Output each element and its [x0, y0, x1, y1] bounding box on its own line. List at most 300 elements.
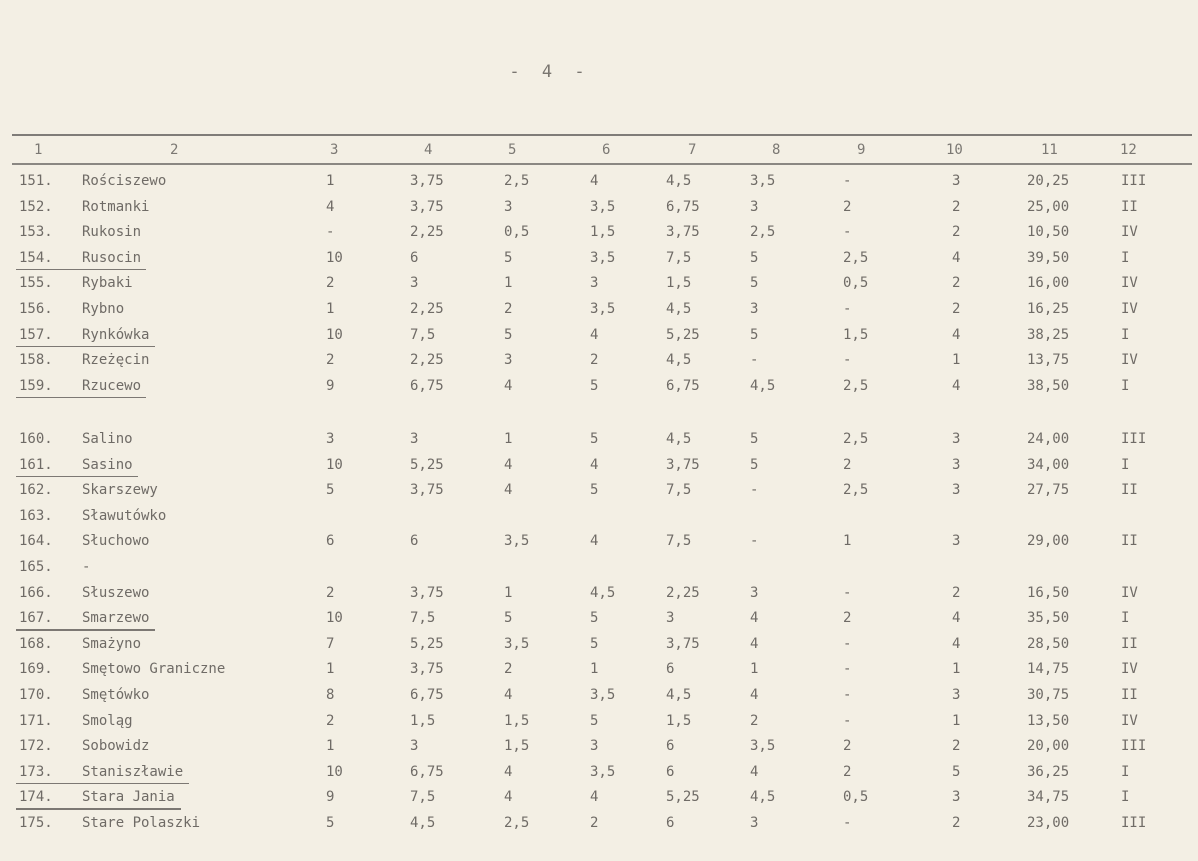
cell-col-3: 2: [326, 275, 335, 292]
cell-col-6: 2: [590, 815, 599, 831]
cell-col-11: 13,75: [1027, 352, 1070, 369]
cell-col-12: I: [1121, 249, 1130, 266]
cell-col-9: -: [843, 224, 852, 241]
cell-col-10: 1: [952, 712, 961, 729]
cell-col-12: IV: [1121, 584, 1138, 601]
cell-col-12: III: [1121, 815, 1147, 831]
cell-col-4: 3: [410, 738, 419, 755]
place-name: Smętowo Graniczne: [82, 661, 226, 678]
cell-col-3: 2: [326, 352, 335, 369]
cell-col-9: -: [843, 173, 852, 189]
cell-col-3: 1: [326, 301, 335, 317]
cell-col-5: 4: [504, 456, 513, 473]
cell-col-9: 2,5: [843, 377, 869, 394]
cell-col-7: 6: [666, 661, 675, 678]
cell-col-8: 5: [750, 456, 759, 473]
row-number: 154.: [19, 249, 53, 266]
cell-col-5: 1,5: [504, 738, 530, 755]
cell-col-3: 10: [326, 326, 343, 343]
table-row: [0, 559, 1198, 581]
cell-col-8: -: [750, 533, 759, 550]
table-row: [0, 250, 1198, 272]
cell-col-11: 34,00: [1027, 456, 1070, 473]
header-col-8: 8: [772, 142, 781, 158]
cell-col-7: 3,75: [666, 456, 700, 473]
cell-col-6: 4,5: [590, 584, 616, 601]
cell-col-4: 3,75: [410, 173, 444, 189]
cell-col-11: 34,75: [1027, 789, 1070, 806]
place-name: Słuchowo: [82, 533, 150, 550]
cell-col-4: 2,25: [410, 352, 444, 369]
cell-col-4: 3,75: [410, 198, 444, 215]
table-row: [0, 713, 1198, 735]
cell-col-7: 6,75: [666, 198, 700, 215]
table-row: [0, 508, 1198, 530]
cell-col-6: 3: [590, 738, 599, 755]
row-underline: [16, 476, 138, 478]
cell-col-12: II: [1121, 482, 1138, 499]
place-name: Skarszewy: [82, 482, 158, 499]
cell-col-6: 5: [590, 635, 599, 652]
cell-col-7: 7,5: [666, 249, 692, 266]
cell-col-5: 4: [504, 789, 513, 806]
cell-col-9: 2,5: [843, 431, 869, 447]
cell-col-10: 2: [952, 301, 961, 317]
cell-col-6: 3: [590, 275, 599, 292]
cell-col-3: 1: [326, 173, 335, 189]
cell-col-7: 3: [666, 610, 675, 627]
cell-col-7: 6: [666, 763, 675, 780]
cell-col-3: 5: [326, 482, 335, 499]
row-underline: [16, 346, 155, 348]
cell-col-10: 3: [952, 533, 961, 550]
cell-col-8: 2,5: [750, 224, 776, 241]
row-number: 160.: [19, 431, 53, 447]
cell-col-10: 4: [952, 635, 961, 652]
page-number: - 4 -: [509, 62, 591, 82]
cell-col-10: 4: [952, 377, 961, 394]
cell-col-5: 2,5: [504, 173, 530, 189]
cell-col-7: 3,75: [666, 224, 700, 241]
cell-col-9: -: [843, 301, 852, 317]
cell-col-6: 3,5: [590, 763, 616, 780]
cell-col-11: 10,50: [1027, 224, 1070, 241]
row-number: 166.: [19, 584, 53, 601]
cell-col-9: 2,5: [843, 249, 869, 266]
cell-col-6: 5: [590, 712, 599, 729]
cell-col-6: 5: [590, 482, 599, 499]
cell-col-8: 5: [750, 326, 759, 343]
cell-col-7: 2,25: [666, 584, 700, 601]
cell-col-10: 3: [952, 173, 961, 189]
cell-col-5: 2: [504, 301, 513, 317]
cell-col-3: 9: [326, 377, 335, 394]
cell-col-4: 1,5: [410, 712, 436, 729]
cell-col-12: IV: [1121, 661, 1138, 678]
cell-col-8: 4,5: [750, 789, 776, 806]
place-name: -: [82, 559, 91, 575]
cell-col-3: 10: [326, 610, 343, 627]
row-number: 158.: [19, 352, 53, 369]
cell-col-10: 4: [952, 249, 961, 266]
row-number: 173.: [19, 763, 53, 780]
cell-col-4: 2,25: [410, 224, 444, 241]
table-row: [0, 661, 1198, 683]
row-number: 156.: [19, 301, 53, 317]
place-name: Rotmanki: [82, 198, 150, 215]
cell-col-9: 2: [843, 610, 852, 627]
cell-col-6: 3,5: [590, 198, 616, 215]
cell-col-11: 39,50: [1027, 249, 1070, 266]
cell-col-12: II: [1121, 198, 1138, 215]
table-row: [0, 199, 1198, 221]
cell-col-4: 7,5: [410, 326, 436, 343]
place-name: Staniszławie: [82, 763, 184, 780]
cell-col-7: 6: [666, 815, 675, 831]
cell-col-11: 25,00: [1027, 198, 1070, 215]
header-col-4: 4: [424, 142, 433, 158]
table-row: [0, 636, 1198, 658]
cell-col-9: 0,5: [843, 275, 869, 292]
table-row: [0, 173, 1198, 195]
cell-col-9: -: [843, 687, 852, 703]
cell-col-4: 6,75: [410, 763, 444, 780]
cell-col-4: 6,75: [410, 687, 444, 703]
cell-col-11: 38,25: [1027, 326, 1070, 343]
cell-col-3: 7: [326, 635, 335, 652]
cell-col-4: 7,5: [410, 789, 436, 806]
cell-col-11: 13,50: [1027, 712, 1070, 729]
cell-col-6: 4: [590, 173, 599, 189]
cell-col-3: 10: [326, 249, 343, 266]
cell-col-3: 3: [326, 431, 335, 447]
cell-col-3: 8: [326, 687, 335, 703]
header-col-5: 5: [508, 142, 517, 158]
row-number: 168.: [19, 635, 53, 652]
row-number: 167.: [19, 610, 53, 627]
cell-col-12: IV: [1121, 301, 1138, 317]
cell-col-4: 7,5: [410, 610, 436, 627]
cell-col-5: 3,5: [504, 635, 530, 652]
cell-col-10: 5: [952, 763, 961, 780]
cell-col-10: 3: [952, 482, 961, 499]
cell-col-9: 0,5: [843, 789, 869, 806]
table-row: [0, 585, 1198, 607]
cell-col-5: 0,5: [504, 224, 530, 241]
cell-col-9: -: [843, 635, 852, 652]
table-row: [0, 533, 1198, 555]
cell-col-8: -: [750, 352, 759, 369]
row-number: 165.: [19, 559, 53, 575]
cell-col-7: 5,25: [666, 789, 700, 806]
cell-col-9: 1: [843, 533, 852, 550]
place-name: Stara Jania: [82, 789, 175, 806]
cell-col-5: 5: [504, 326, 513, 343]
cell-col-12: III: [1121, 173, 1147, 189]
cell-col-10: 3: [952, 456, 961, 473]
cell-col-11: 28,50: [1027, 635, 1070, 652]
cell-col-4: 2,25: [410, 301, 444, 317]
cell-col-12: I: [1121, 763, 1130, 780]
cell-col-10: 4: [952, 326, 961, 343]
cell-col-11: 16,50: [1027, 584, 1070, 601]
cell-col-12: IV: [1121, 352, 1138, 369]
cell-col-4: 6: [410, 249, 419, 266]
cell-col-9: 2: [843, 738, 852, 755]
cell-col-8: 4: [750, 687, 759, 703]
cell-col-8: 3,5: [750, 738, 776, 755]
cell-col-5: 2: [504, 661, 513, 678]
header-col-3: 3: [330, 142, 339, 158]
cell-col-8: 5: [750, 249, 759, 266]
cell-col-7: 3,75: [666, 635, 700, 652]
cell-col-10: 1: [952, 661, 961, 678]
cell-col-10: 2: [952, 198, 961, 215]
cell-col-4: 5,25: [410, 635, 444, 652]
cell-col-7: 4,5: [666, 352, 692, 369]
cell-col-12: I: [1121, 377, 1130, 394]
cell-col-9: -: [843, 584, 852, 601]
table-row: [0, 275, 1198, 297]
cell-col-4: 4,5: [410, 815, 436, 831]
table-row: [0, 610, 1198, 632]
cell-col-9: 2: [843, 198, 852, 215]
header-col-12: 12: [1120, 142, 1137, 158]
cell-col-4: 3,75: [410, 482, 444, 499]
place-name: Rybno: [82, 301, 125, 317]
place-name: Rościszewo: [82, 173, 167, 189]
cell-col-8: 5: [750, 275, 759, 292]
cell-col-10: 3: [952, 789, 961, 806]
table-row: [0, 431, 1198, 453]
cell-col-3: 2: [326, 712, 335, 729]
cell-col-7: 4,5: [666, 431, 692, 447]
cell-col-11: 30,75: [1027, 687, 1070, 703]
cell-col-6: 3,5: [590, 301, 616, 317]
row-number: 169.: [19, 661, 53, 678]
cell-col-12: IV: [1121, 275, 1138, 292]
row-number: 164.: [19, 533, 53, 550]
place-name: Słuszewo: [82, 584, 150, 601]
cell-col-6: 5: [590, 431, 599, 447]
place-name: Sasino: [82, 456, 133, 473]
cell-col-6: 5: [590, 610, 599, 627]
row-number: 175.: [19, 815, 53, 831]
row-number: 151.: [19, 173, 53, 189]
cell-col-4: 3: [410, 431, 419, 447]
cell-col-3: 2: [326, 584, 335, 601]
cell-col-9: -: [843, 352, 852, 369]
cell-col-8: 3,5: [750, 173, 776, 189]
cell-col-7: 1,5: [666, 712, 692, 729]
cell-col-8: 3: [750, 584, 759, 601]
header-col-1: 1: [34, 142, 43, 158]
place-name: Salino: [82, 431, 133, 447]
table-row: [0, 301, 1198, 323]
cell-col-9: -: [843, 815, 852, 831]
cell-col-6: 4: [590, 456, 599, 473]
row-number: 161.: [19, 456, 53, 473]
cell-col-6: 1,5: [590, 224, 616, 241]
cell-col-3: 1: [326, 661, 335, 678]
place-name: Sobowidz: [82, 738, 150, 755]
cell-col-3: 4: [326, 198, 335, 215]
cell-col-11: 24,00: [1027, 431, 1070, 447]
cell-col-5: 1: [504, 431, 513, 447]
cell-col-11: 14,75: [1027, 661, 1070, 678]
cell-col-5: 1: [504, 275, 513, 292]
cell-col-4: 3: [410, 275, 419, 292]
cell-col-10: 2: [952, 815, 961, 831]
cell-col-8: 4,5: [750, 377, 776, 394]
cell-col-8: 4: [750, 763, 759, 780]
cell-col-4: 3,75: [410, 661, 444, 678]
cell-col-9: 2: [843, 763, 852, 780]
cell-col-8: -: [750, 482, 759, 499]
table-row: [0, 352, 1198, 374]
header-col-10: 10: [946, 142, 963, 158]
table-row: [0, 327, 1198, 349]
place-name: Rusocin: [82, 249, 142, 266]
header-col-2: 2: [170, 142, 179, 158]
cell-col-7: 4,5: [666, 301, 692, 317]
table-top-rule: [12, 134, 1192, 136]
cell-col-4: 3,75: [410, 584, 444, 601]
row-number: 163.: [19, 507, 53, 524]
row-number: 155.: [19, 275, 53, 292]
row-underline: [16, 808, 181, 810]
cell-col-8: 3: [750, 301, 759, 317]
cell-col-5: 3,5: [504, 533, 530, 550]
cell-col-12: II: [1121, 635, 1138, 652]
cell-col-9: -: [843, 661, 852, 678]
cell-col-8: 1: [750, 661, 759, 678]
place-name: Rzucewo: [82, 377, 142, 394]
cell-col-4: 5,25: [410, 456, 444, 473]
cell-col-6: 3,5: [590, 687, 616, 703]
cell-col-11: 23,00: [1027, 815, 1070, 831]
place-name: Smażyno: [82, 635, 142, 652]
cell-col-12: IV: [1121, 712, 1138, 729]
cell-col-7: 5,25: [666, 326, 700, 343]
row-number: 153.: [19, 224, 53, 241]
row-number: 157.: [19, 326, 53, 343]
place-name: Smarzewo: [82, 610, 150, 627]
place-name: Rynkówka: [82, 326, 150, 343]
place-name: Smoląg: [82, 712, 133, 729]
cell-col-3: 5: [326, 815, 335, 831]
cell-col-10: 4: [952, 610, 961, 627]
cell-col-7: 4,5: [666, 173, 692, 189]
table-header: [0, 142, 1198, 162]
cell-col-12: I: [1121, 610, 1130, 627]
cell-col-10: 2: [952, 738, 961, 755]
cell-col-10: 3: [952, 687, 961, 703]
cell-col-12: III: [1121, 431, 1147, 447]
cell-col-9: 1,5: [843, 326, 869, 343]
table-row: [0, 224, 1198, 246]
cell-col-8: 3: [750, 815, 759, 831]
cell-col-8: 3: [750, 198, 759, 215]
cell-col-5: 3: [504, 352, 513, 369]
cell-col-5: 4: [504, 482, 513, 499]
table-row: [0, 482, 1198, 504]
cell-col-10: 2: [952, 275, 961, 292]
cell-col-12: II: [1121, 533, 1138, 550]
cell-col-12: IV: [1121, 224, 1138, 241]
cell-col-6: 2: [590, 352, 599, 369]
cell-col-5: 1: [504, 584, 513, 601]
cell-col-3: 6: [326, 533, 335, 550]
cell-col-8: 5: [750, 431, 759, 447]
cell-col-10: 3: [952, 431, 961, 447]
cell-col-6: 1: [590, 661, 599, 678]
cell-col-7: 6,75: [666, 377, 700, 394]
cell-col-6: 5: [590, 377, 599, 394]
cell-col-5: 5: [504, 610, 513, 627]
table-row: [0, 378, 1198, 400]
cell-col-3: -: [326, 224, 335, 241]
place-name: Sławutówko: [82, 507, 167, 524]
row-number: 171.: [19, 712, 53, 729]
cell-col-12: I: [1121, 456, 1130, 473]
cell-col-11: 29,00: [1027, 533, 1070, 550]
place-name: Smętówko: [82, 687, 150, 703]
cell-col-8: 4: [750, 635, 759, 652]
cell-col-9: -: [843, 712, 852, 729]
table-row: [0, 687, 1198, 709]
row-number: 172.: [19, 738, 53, 755]
place-name: Stare Polaszki: [82, 815, 201, 831]
row-underline: [16, 397, 146, 399]
cell-col-5: 2,5: [504, 815, 530, 831]
cell-col-5: 1,5: [504, 712, 530, 729]
cell-col-4: 6,75: [410, 377, 444, 394]
table-header-rule: [12, 163, 1192, 165]
cell-col-7: 4,5: [666, 687, 692, 703]
cell-col-12: I: [1121, 789, 1130, 806]
cell-col-5: 4: [504, 377, 513, 394]
table-row: [0, 815, 1198, 837]
cell-col-10: 2: [952, 224, 961, 241]
row-underline: [16, 269, 146, 271]
cell-col-11: 27,75: [1027, 482, 1070, 499]
cell-col-3: 1: [326, 738, 335, 755]
cell-col-11: 38,50: [1027, 377, 1070, 394]
cell-col-6: 4: [590, 326, 599, 343]
place-name: Rzeżęcin: [82, 352, 150, 369]
cell-col-6: 4: [590, 533, 599, 550]
cell-col-3: 9: [326, 789, 335, 806]
cell-col-8: 4: [750, 610, 759, 627]
cell-col-7: 7,5: [666, 533, 692, 550]
cell-col-5: 4: [504, 687, 513, 703]
cell-col-7: 7,5: [666, 482, 692, 499]
cell-col-9: 2: [843, 456, 852, 473]
row-number: 152.: [19, 198, 53, 215]
cell-col-12: I: [1121, 326, 1130, 343]
cell-col-6: 4: [590, 789, 599, 806]
cell-col-10: 1: [952, 352, 961, 369]
cell-col-5: 5: [504, 249, 513, 266]
cell-col-4: 6: [410, 533, 419, 550]
cell-col-5: 3: [504, 198, 513, 215]
cell-col-3: 10: [326, 456, 343, 473]
cell-col-6: 3,5: [590, 249, 616, 266]
row-number: 159.: [19, 377, 53, 394]
row-number: 174.: [19, 789, 53, 806]
table-row: [0, 738, 1198, 760]
